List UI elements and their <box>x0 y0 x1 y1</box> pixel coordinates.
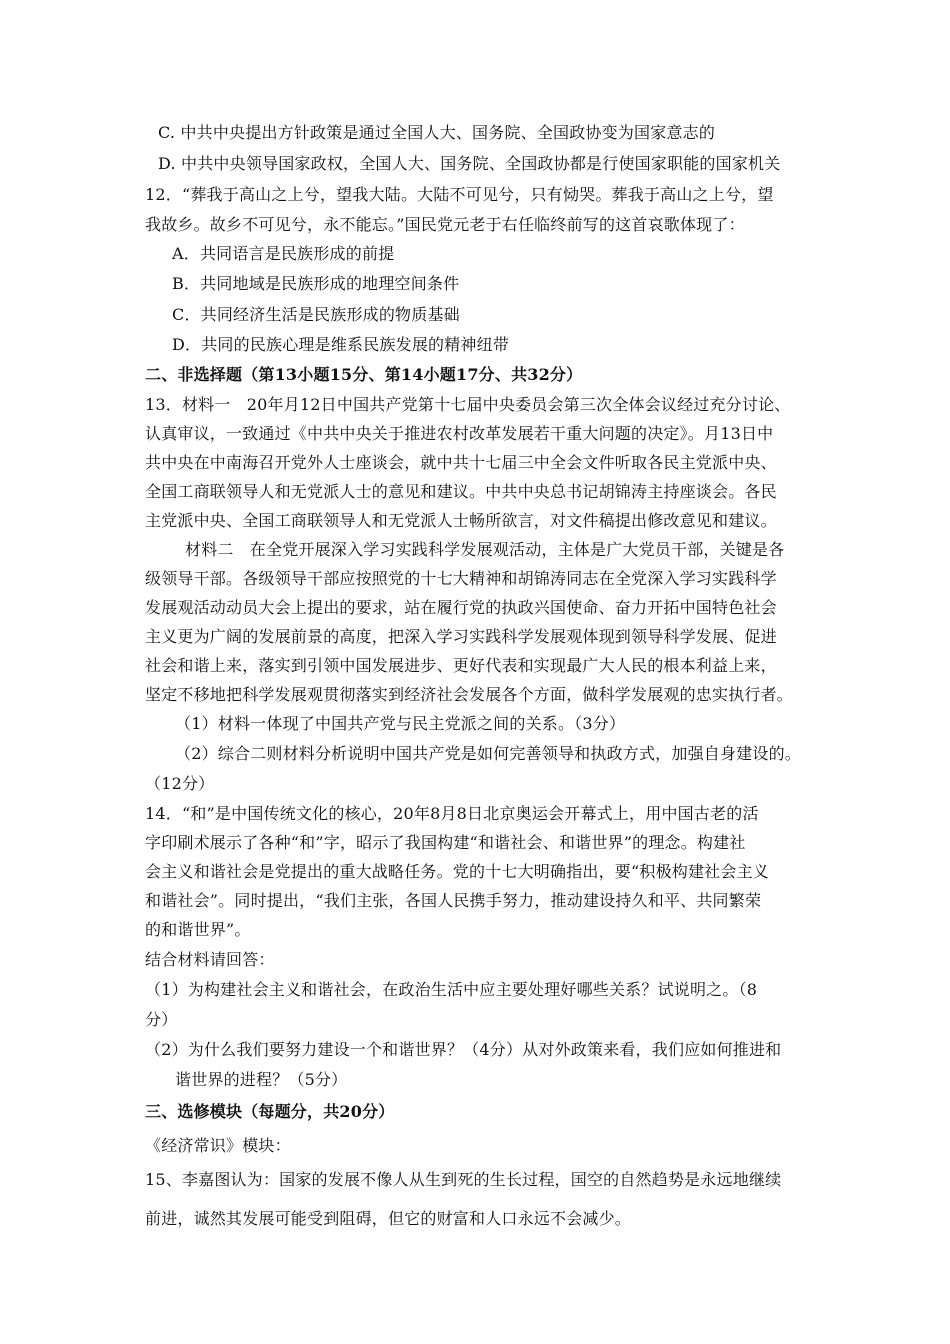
q14-stem-line4: 和谐社会”。同时提出，“我们主张，各国人民携手努力，推动建设持久和平、共同繁荣 <box>145 891 762 910</box>
q13-material1-line5: 主党派中央、全国工商联领导人和无党派人士畅所欲言，对文件稿提出修改意见和建议。 <box>145 511 777 530</box>
q14-subquestion-1-score: 分） <box>145 1010 178 1029</box>
q13-material2-line1: 材料二 在全党开展深入学习实践科学发展观活动，主体是广大党员干部，关键是各 <box>185 540 785 559</box>
q14-prompt: 结合材料请回答： <box>145 950 275 969</box>
q13-subquestion-2: （2）综合二则材料分析说明中国共产党是如何完善领导和执政方式，加强自身建设的。 <box>175 744 801 763</box>
section-2-heading: 二、非选择题（第13小题15分、第14小题17分、共32分） <box>145 365 583 384</box>
q13-material2-line6: 坚定不移地把科学发展观贯彻落实到经济社会发展各个方面，做科学发展观的忠实执行者。 <box>145 685 794 704</box>
q13-material1-line2: 认真审议，一致通过《中共中央关于推进农村改革发展若干重大问题的决定》。月13日中 <box>145 424 774 443</box>
q14-subquestion-2: （2）为什么我们要努力建设一个和谐世界？（4分）从对外政策来看，我们应如何推进和 <box>145 1040 782 1059</box>
q11-option-c: C. 中共中央提出方针政策是通过全国人大、国务院、全国政协变为国家意志的 <box>158 123 716 142</box>
q14-stem-line3: 会主义和谐社会是党提出的重大战略任务。党的十七大明确指出，要“积极构建社会主义 <box>145 862 769 881</box>
q12-option-c: C．共同经济生活是民族形成的物质基础 <box>172 305 460 324</box>
q14-subquestion-2-cont: 谐世界的进程？（5分） <box>175 1070 348 1089</box>
q12-stem-line2: 我故乡。故乡不可见兮，永不能忘。”国民党元老于右任临终前写的这首哀歌体现了： <box>145 215 745 234</box>
q12-option-b: B．共同地域是民族形成的地理空间条件 <box>172 274 460 293</box>
q13-material1-line1: 13．材料一 20年月12日中国共产党第十七届中央委员会第三次全体会议经过充分讨论、 <box>145 395 791 414</box>
q15-stem-line2: 前进，诚然其发展可能受到阻碍，但它的财富和人口永远不会减少。 <box>145 1209 632 1228</box>
q11-option-d: D. 中共中央领导国家政权，全国人大、国务院、全国政协都是行使国家职能的国家机关 <box>158 154 781 173</box>
module-economics-title: 《经济常识》模块： <box>145 1136 291 1155</box>
section-3-heading: 三、选修模块（每题分，共20分） <box>145 1102 395 1121</box>
q13-material2-line3: 发展观活动动员大会上提出的要求，站在履行党的执政兴国使命、奋力开拓中国特色社会 <box>145 598 777 617</box>
q13-material1-line4: 全国工商联领导人和无党派人士的意见和建议。中共中央总书记胡锦涛主持座谈会。各民 <box>145 482 777 501</box>
q13-material1-line3: 共中央在中南海召开党外人士座谈会，就中共十七届三中全会文件听取各民主党派中央、 <box>145 453 777 472</box>
q13-material2-line5: 社会和谐上来，落实到引领中国发展进步、更好代表和实现最广大人民的根本利益上来， <box>145 656 777 675</box>
q13-subquestion-1: （1）材料一体现了中国共产党与民主党派之间的关系。（3分） <box>175 714 626 733</box>
q13-subquestion-2-score: （12分） <box>145 774 215 793</box>
q13-material2-line2: 级领导干部。各级领导干部应按照党的十七大精神和胡锦涛同志在全党深入学习实践科学 <box>145 569 777 588</box>
q14-stem-line2: 字印刷术展示了各种“和”字，昭示了我国构建“和谐社会、和谐世界”的理念。构建社 <box>145 833 746 852</box>
q14-subquestion-1: （1）为构建社会主义和谐社会，在政治生活中应主要处理好哪些关系？试说明之。（8 <box>145 980 758 999</box>
q13-material2-line4: 主义更为广阔的发展前景的高度，把深入学习实践科学发展观体现到领导科学发展、促进 <box>145 627 777 646</box>
q14-stem-line5: 的和谐世界”。 <box>145 920 251 939</box>
q12-stem-line1: 12．“葬我于高山之上兮，望我大陆。大陆不可见兮，只有恸哭。葬我于高山之上兮，望 <box>145 185 774 204</box>
q15-stem-line1: 15、李嘉图认为：国家的发展不像人从生到死的生长过程，国空的自然趋势是永远地继续 <box>145 1170 782 1189</box>
q12-option-d: D．共同的民族心理是维系民族发展的精神纽带 <box>172 335 510 354</box>
q12-option-a: A．共同语言是民族形成的前提 <box>172 244 395 263</box>
q14-stem-line1: 14．“和”是中国传统文化的核心，20年8月8日北京奥运会开幕式上，用中国古老的活 <box>145 804 759 823</box>
